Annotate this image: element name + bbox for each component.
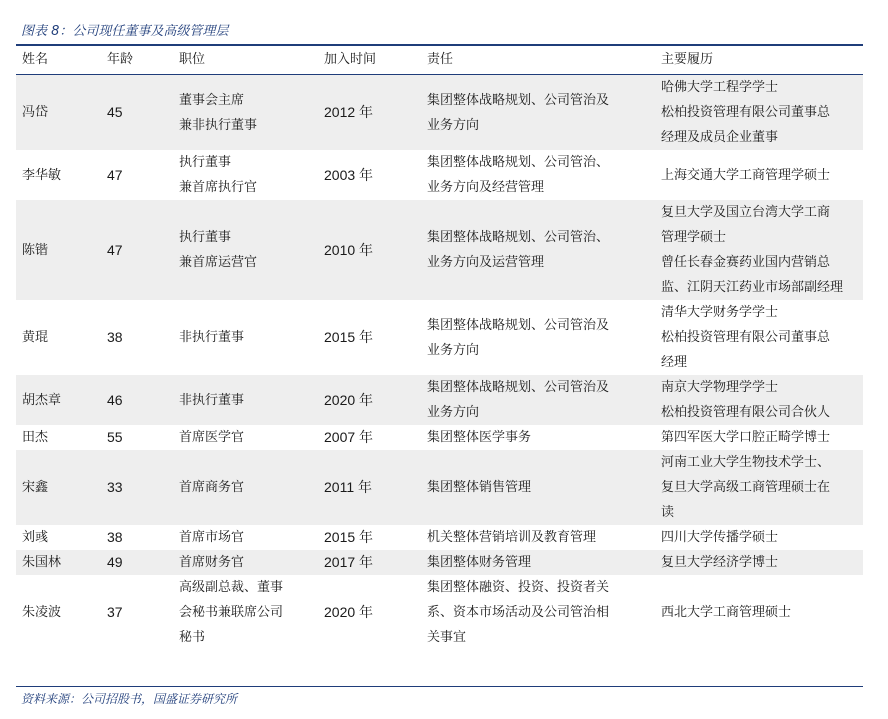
cell-name: 田杰 <box>22 430 49 445</box>
cell-bio-line: 清华大学财务学学士 <box>661 305 779 320</box>
cell-name: 刘彧 <box>22 530 49 545</box>
cell-duty-line: 业务方向及运营管理 <box>427 255 545 270</box>
cell-position-line: 会秘书兼联席公司 <box>179 605 284 620</box>
cell-joined: 2012 年 <box>324 104 374 120</box>
cell-bio-line: 第四军医大学口腔正畸学博士 <box>661 430 831 445</box>
cell-joined: 2011 年 <box>324 479 372 495</box>
cell-bio <box>655 75 863 151</box>
cell-joined: 2010 年 <box>324 241 374 258</box>
header-age: 年龄 <box>107 52 134 67</box>
cell-position <box>173 550 318 575</box>
table-body <box>16 75 863 651</box>
header-joined: 加入时间 <box>324 52 377 67</box>
cell-bio <box>655 575 863 650</box>
cell-bio-line: 西北大学工商管理硕士 <box>661 605 792 620</box>
cell-name: 朱国林 <box>22 555 62 570</box>
cell-position-line: 非执行董事 <box>179 330 245 345</box>
cell-name: 李华敏 <box>22 167 62 183</box>
cell-age: 55 <box>107 429 123 445</box>
cell-bio <box>655 150 863 200</box>
cell-duty <box>421 200 655 300</box>
table-row <box>16 525 863 550</box>
table-row <box>16 550 863 575</box>
cell-position <box>173 200 318 300</box>
cell-position-line: 首席市场官 <box>179 530 245 545</box>
cell-duty-line: 系、资本市场活动及公司管治相 <box>427 605 610 620</box>
header-bio: 主要履历 <box>661 52 714 67</box>
cell-bio-line: 复旦大学经济学博士 <box>661 555 779 570</box>
table-row <box>16 300 863 375</box>
cell-age: 47 <box>107 241 123 258</box>
bottom-rule <box>16 686 863 687</box>
cell-position-line: 兼首席运营官 <box>179 255 258 270</box>
cell-position-line: 执行董事 <box>179 155 232 170</box>
cell-duty-line: 关事宜 <box>427 630 467 645</box>
cell-age: 47 <box>107 166 123 183</box>
cell-position <box>173 450 318 525</box>
table-row <box>16 75 863 151</box>
cell-bio-line: 四川大学传播学硕士 <box>661 530 779 545</box>
cell-duty-line: 业务方向 <box>427 342 480 358</box>
cell-duty <box>421 550 655 575</box>
cell-age: 37 <box>107 604 123 620</box>
cell-position <box>173 75 318 151</box>
cell-joined: 2015 年 <box>324 329 374 345</box>
cell-bio <box>655 550 863 575</box>
cell-duty <box>421 75 655 151</box>
cell-duty <box>421 450 655 525</box>
cell-name: 冯岱 <box>22 105 49 120</box>
cell-bio <box>655 450 863 525</box>
cell-duty-line: 集团整体医学事务 <box>427 430 532 445</box>
cell-position-line: 首席财务官 <box>179 555 245 570</box>
cell-duty-line: 集团整体战略规划、公司管治及 <box>427 317 610 333</box>
cell-position-line: 兼首席执行官 <box>179 180 258 195</box>
cell-duty <box>421 425 655 450</box>
cell-duty <box>421 575 655 650</box>
cell-duty-line: 集团整体战略规划、公司管治及 <box>427 92 610 108</box>
cell-position-line: 秘书 <box>179 630 206 645</box>
cell-joined: 2020 年 <box>324 391 374 408</box>
cell-duty-line: 集团整体战略规划、公司管治、 <box>427 155 610 170</box>
cell-age: 38 <box>107 329 123 345</box>
table-row <box>16 450 863 525</box>
cell-age: 33 <box>107 479 123 495</box>
cell-joined: 2007 年 <box>324 429 374 445</box>
cell-bio-line: 南京大学物理学学士 <box>661 380 779 395</box>
management-table <box>16 44 863 650</box>
figure-caption: 图表 8：公司现任董事及高级管理层 <box>21 24 229 39</box>
cell-name: 胡杰章 <box>22 392 62 408</box>
cell-bio <box>655 300 863 375</box>
cell-duty <box>421 150 655 200</box>
header-position: 职位 <box>179 52 206 67</box>
cell-position-line: 首席商务官 <box>179 480 245 495</box>
cell-duty-line: 集团整体战略规划、公司管治及 <box>427 380 610 395</box>
cell-duty-line: 机关整体营销培训及教育管理 <box>427 530 597 545</box>
cell-bio <box>655 425 863 450</box>
cell-bio-line: 河南工业大学生物技术学士、 <box>661 455 831 470</box>
table-row <box>16 375 863 425</box>
cell-bio-line: 上海交通大学工商管理学硕士 <box>661 167 831 183</box>
cell-duty-line: 集团整体战略规划、公司管治、 <box>427 230 610 245</box>
cell-position-line: 执行董事 <box>179 230 232 245</box>
cell-bio-line: 松柏投资管理有限公司合伙人 <box>661 405 831 420</box>
table-header <box>16 45 863 75</box>
cell-duty <box>421 375 655 425</box>
cell-duty <box>421 525 655 550</box>
cell-bio-line: 读 <box>661 505 675 520</box>
source-note: 资料来源：公司招股书，国盛证券研究所 <box>21 692 238 706</box>
cell-duty-line: 集团整体融资、投资、投资者关 <box>427 580 610 595</box>
cell-position <box>173 375 318 425</box>
table-row <box>16 575 863 650</box>
cell-bio-line: 经理 <box>661 355 688 370</box>
cell-age: 38 <box>107 529 123 545</box>
cell-position-line: 兼非执行董事 <box>179 117 258 133</box>
table-row <box>16 425 863 450</box>
cell-joined: 2020 年 <box>324 604 374 620</box>
cell-duty-line: 集团整体财务管理 <box>427 555 532 570</box>
cell-bio <box>655 525 863 550</box>
cell-joined: 2015 年 <box>324 529 374 545</box>
cell-age: 45 <box>107 104 123 120</box>
cell-duty-line: 业务方向 <box>427 117 480 133</box>
cell-bio-line: 哈佛大学工程学学士 <box>661 80 779 95</box>
cell-bio-line: 复旦大学及国立台湾大学工商 <box>661 205 831 220</box>
cell-bio <box>655 375 863 425</box>
cell-name: 宋鑫 <box>22 480 49 495</box>
cell-name: 陈锴 <box>22 242 49 258</box>
cell-age: 46 <box>107 391 123 408</box>
cell-position <box>173 300 318 375</box>
cell-position <box>173 525 318 550</box>
header-name: 姓名 <box>22 52 49 67</box>
table <box>16 44 863 650</box>
cell-bio-line: 监、江阴天江药业市场部副经理 <box>661 280 844 295</box>
cell-age: 49 <box>107 554 123 570</box>
cell-name: 朱凌波 <box>22 605 62 620</box>
cell-bio-line: 松柏投资管理有限公司董事总 <box>661 105 831 120</box>
cell-position-line: 非执行董事 <box>179 392 245 408</box>
cell-duty-line: 集团整体销售管理 <box>427 480 532 495</box>
cell-bio-line: 松柏投资管理有限公司董事总 <box>661 330 831 345</box>
table-row <box>16 200 863 300</box>
cell-bio-line: 经理及成员企业董事 <box>661 130 779 145</box>
cell-joined: 2017 年 <box>324 554 374 570</box>
cell-bio-line: 曾任长春金赛药业国内营销总 <box>661 255 831 270</box>
cell-duty-line: 业务方向及经营管理 <box>427 180 545 195</box>
cell-position-line: 高级副总裁、董事 <box>179 580 284 595</box>
table-row <box>16 150 863 200</box>
cell-position-line: 董事会主席 <box>179 92 245 108</box>
cell-bio <box>655 200 863 300</box>
cell-joined: 2003 年 <box>324 166 374 183</box>
cell-duty <box>421 300 655 375</box>
cell-position <box>173 575 318 650</box>
cell-position <box>173 150 318 200</box>
header-duty: 责任 <box>427 52 454 67</box>
cell-duty-line: 业务方向 <box>427 405 480 420</box>
cell-bio-line: 管理学硕士 <box>661 230 727 245</box>
cell-bio-line: 复旦大学高级工商管理硕士在 <box>661 480 831 495</box>
cell-position-line: 首席医学官 <box>179 430 245 445</box>
cell-position <box>173 425 318 450</box>
cell-name: 黄琨 <box>22 330 49 345</box>
header-row <box>16 45 863 75</box>
